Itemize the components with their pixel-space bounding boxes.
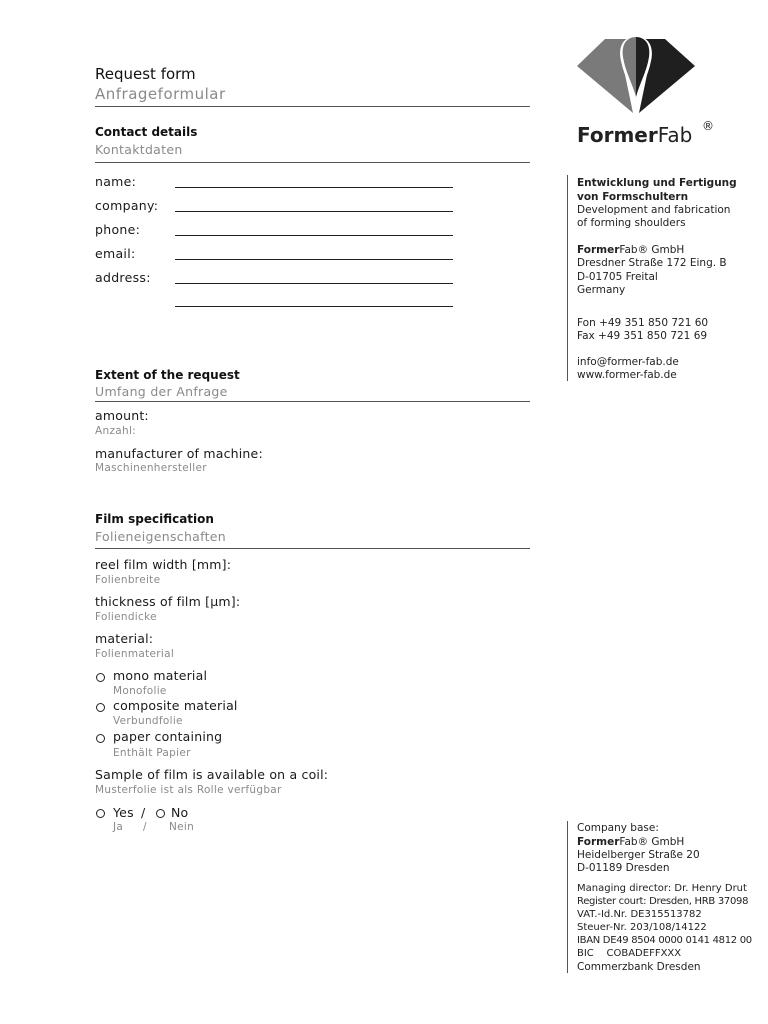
no-label: No <box>171 805 189 820</box>
brand-registered-mark: ® <box>702 119 714 133</box>
paper-containing-label-german: Enthält Papier <box>113 747 191 759</box>
name-label: name: <box>95 174 137 189</box>
yes-no-separator-german: / <box>143 821 147 833</box>
email-label: email: <box>95 246 136 261</box>
no-radio[interactable] <box>156 809 165 818</box>
contact-divider <box>95 162 530 163</box>
sidebar-country: Germany <box>577 284 626 296</box>
brand-name-light: Fab <box>657 123 693 147</box>
extent-divider <box>95 401 530 402</box>
material-label: material: <box>95 631 154 646</box>
contact-section-title: Contact details <box>95 125 198 139</box>
mono-material-label-german: Monofolie <box>113 685 167 697</box>
form-title-german: Anfrageformular <box>95 85 226 103</box>
paper-containing-radio[interactable] <box>96 734 105 743</box>
name-field[interactable] <box>175 187 453 188</box>
composite-material-label-german: Verbundfolie <box>113 715 183 727</box>
yes-radio[interactable] <box>96 809 105 818</box>
footer-vertical-rule <box>567 821 568 973</box>
phone-field[interactable] <box>175 235 453 236</box>
amount-label: amount: <box>95 408 149 423</box>
film-width-label: reel film width [mm]: <box>95 557 232 572</box>
address-field-line-1[interactable] <box>175 283 453 284</box>
brand-name-bold: Former <box>577 123 658 147</box>
sample-label-german: Musterfolie ist als Rolle verfügbar <box>95 784 282 796</box>
sidebar-vertical-rule <box>567 175 568 381</box>
company-field[interactable] <box>175 211 453 212</box>
sidebar-fax: Fax +49 351 850 721 69 <box>577 330 708 342</box>
email-field[interactable] <box>175 259 453 260</box>
header-divider <box>95 106 530 107</box>
manufacturer-label: manufacturer of machine: <box>95 446 263 461</box>
yes-label-german: Ja <box>113 821 124 833</box>
sidebar-website[interactable]: www.former-fab.de <box>577 369 677 381</box>
paper-containing-label: paper containing <box>113 729 223 744</box>
footer-base-label: Company base: <box>577 822 659 834</box>
composite-material-radio[interactable] <box>96 703 105 712</box>
material-label-german: Folienmaterial <box>95 648 175 660</box>
film-width-label-german: Folienbreite <box>95 574 161 586</box>
film-thickness-label: thickness of film [μm]: <box>95 594 241 609</box>
footer-register: Register court: Dresden, HRB 37098 <box>577 896 749 907</box>
no-label-german: Nein <box>169 821 195 833</box>
sidebar-company-name <box>577 244 684 257</box>
sidebar-tagline-english-1: Development and fabrication <box>577 204 731 216</box>
sidebar-tagline-german-1: Entwicklung und Fertigung <box>577 177 737 189</box>
phone-label: phone: <box>95 222 141 237</box>
footer-director: Managing director: Dr. Henry Drut <box>577 883 747 894</box>
sidebar-company-rest: Fab® GmbH <box>619 244 685 256</box>
extent-section-title: Extent of the request <box>95 368 240 382</box>
footer-iban: IBAN DE49 8504 0000 0141 4812 00 <box>577 935 752 946</box>
footer-company-bold: Former <box>577 836 620 848</box>
sidebar-tagline-english-2: of forming shoulders <box>577 217 686 229</box>
sidebar-email[interactable]: info@former-fab.de <box>577 356 679 368</box>
yes-label: Yes <box>113 805 134 820</box>
footer-city: D-01189 Dresden <box>577 862 670 874</box>
footer-bic: BIC COBADEFFXXX <box>577 948 682 959</box>
extent-section-title-german: Umfang der Anfrage <box>95 384 228 399</box>
brand-name <box>577 123 692 147</box>
footer-tax: Steuer-Nr. 203/108/14122 <box>577 922 707 933</box>
yes-no-separator: / <box>141 805 146 820</box>
company-label: company: <box>95 198 159 213</box>
mono-material-label: mono material <box>113 668 208 683</box>
address-field-line-2[interactable] <box>175 306 453 307</box>
amount-label-german: Anzahl: <box>95 425 136 437</box>
mono-material-radio[interactable] <box>96 673 105 682</box>
footer-street: Heidelberger Straße 20 <box>577 849 700 861</box>
contact-section-title-german: Kontaktdaten <box>95 142 183 157</box>
film-divider <box>95 548 530 549</box>
formerfab-logo-icon <box>577 33 695 113</box>
sample-label: Sample of film is available on a coil: <box>95 767 329 782</box>
sidebar-city: D-01705 Freital <box>577 271 658 283</box>
film-thickness-label-german: Foliendicke <box>95 611 157 623</box>
sidebar-street: Dresdner Straße 172 Eing. B <box>577 257 727 269</box>
film-section-title: Film specification <box>95 512 214 526</box>
form-title: Request form <box>95 65 196 83</box>
address-label: address: <box>95 270 151 285</box>
sidebar-tagline-german-2: von Formschultern <box>577 191 689 203</box>
film-section-title-german: Folieneigenschaften <box>95 529 227 544</box>
footer-company-rest: Fab® GmbH <box>619 836 685 848</box>
manufacturer-label-german: Maschinenhersteller <box>95 462 207 474</box>
composite-material-label: composite material <box>113 698 238 713</box>
sidebar-company-bold: Former <box>577 244 620 256</box>
footer-bank: Commerzbank Dresden <box>577 961 701 973</box>
sidebar-phone: Fon +49 351 850 721 60 <box>577 317 709 329</box>
footer-vat: VAT.-Id.Nr. DE315513782 <box>577 909 702 920</box>
footer-company-name <box>577 836 684 849</box>
